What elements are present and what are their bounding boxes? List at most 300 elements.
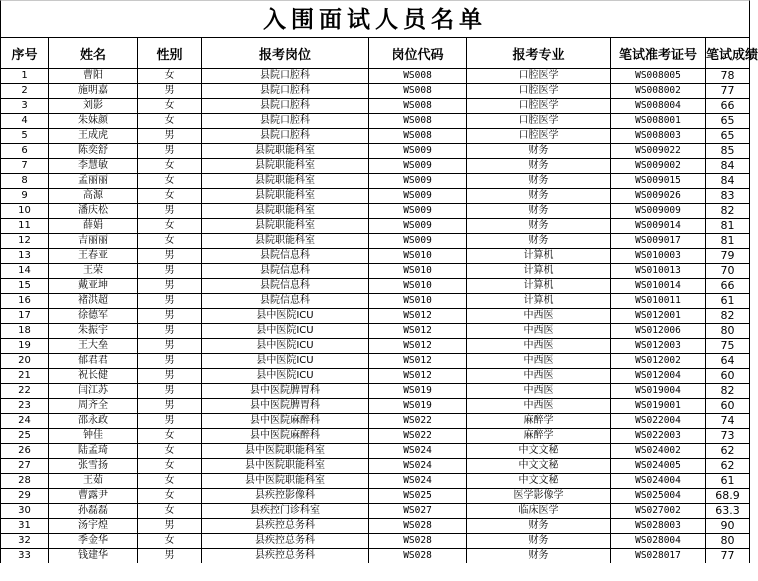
- position-cell[interactable]: 县疾控总务科: [202, 534, 369, 549]
- index-cell[interactable]: 13: [1, 249, 49, 264]
- position-cell[interactable]: 县院信息科: [202, 249, 369, 264]
- position-code-cell[interactable]: WS024: [369, 474, 467, 489]
- position-cell[interactable]: 县中医院麻醉科: [202, 429, 369, 444]
- major-cell[interactable]: 财务: [467, 189, 611, 204]
- position-cell[interactable]: 县院信息科: [202, 264, 369, 279]
- exam-id-cell[interactable]: WS010013: [611, 264, 706, 279]
- position-code-cell[interactable]: WS019: [369, 384, 467, 399]
- score-cell[interactable]: 75: [706, 339, 750, 354]
- gender-cell[interactable]: 男: [138, 309, 202, 324]
- index-cell[interactable]: 2: [1, 84, 49, 99]
- name-cell[interactable]: 施明嘉: [49, 84, 138, 99]
- position-code-cell[interactable]: WS022: [369, 429, 467, 444]
- position-code-cell[interactable]: WS009: [369, 159, 467, 174]
- name-cell[interactable]: 陈奕舒: [49, 144, 138, 159]
- name-cell[interactable]: 王荣: [49, 264, 138, 279]
- position-code-cell[interactable]: WS012: [369, 354, 467, 369]
- position-code-cell[interactable]: WS024: [369, 459, 467, 474]
- header-cell-index: 序号: [1, 38, 49, 69]
- position-code-cell[interactable]: WS010: [369, 294, 467, 309]
- name-cell[interactable]: 闫江苏: [49, 384, 138, 399]
- major-cell[interactable]: 财务: [467, 174, 611, 189]
- gender-cell[interactable]: 女: [138, 174, 202, 189]
- gender-cell[interactable]: 女: [138, 189, 202, 204]
- exam-id-cell[interactable]: WS009022: [611, 144, 706, 159]
- position-code-cell[interactable]: WS008: [369, 99, 467, 114]
- position-cell[interactable]: 县院职能科室: [202, 234, 369, 249]
- table-row: [1, 384, 750, 399]
- major-cell[interactable]: 中西医: [467, 369, 611, 384]
- index-cell[interactable]: 17: [1, 309, 49, 324]
- gender-cell[interactable]: 男: [138, 339, 202, 354]
- gender-cell[interactable]: 男: [138, 519, 202, 534]
- major-cell[interactable]: 医学影像学: [467, 489, 611, 504]
- exam-id-cell[interactable]: WS009014: [611, 219, 706, 234]
- exam-id-cell[interactable]: WS009009: [611, 204, 706, 219]
- gender-cell[interactable]: 男: [138, 369, 202, 384]
- gender-cell[interactable]: 女: [138, 534, 202, 549]
- position-code-cell[interactable]: WS019: [369, 399, 467, 414]
- name-cell[interactable]: 陆孟琦: [49, 444, 138, 459]
- gender-cell[interactable]: 女: [138, 159, 202, 174]
- gender-cell[interactable]: 女: [138, 504, 202, 519]
- gender-cell[interactable]: 女: [138, 219, 202, 234]
- gender-cell[interactable]: 男: [138, 129, 202, 144]
- name-cell[interactable]: 褚洪超: [49, 294, 138, 309]
- candidate-table: [0, 37, 758, 563]
- position-cell[interactable]: 县院口腔科: [202, 84, 369, 99]
- position-code-cell[interactable]: WS028: [369, 549, 467, 564]
- position-cell[interactable]: 县中医院职能科室: [202, 459, 369, 474]
- gender-cell[interactable]: 男: [138, 249, 202, 264]
- position-cell[interactable]: 县院口腔科: [202, 69, 369, 84]
- gender-cell[interactable]: 男: [138, 204, 202, 219]
- index-cell[interactable]: 1: [1, 69, 49, 84]
- major-cell[interactable]: 中文文秘: [467, 474, 611, 489]
- table-row: [1, 159, 750, 174]
- gender-cell[interactable]: 男: [138, 84, 202, 99]
- exam-id-cell[interactable]: WS009026: [611, 189, 706, 204]
- position-cell[interactable]: 县院职能科室: [202, 219, 369, 234]
- position-code-cell[interactable]: WS009: [369, 144, 467, 159]
- gender-cell[interactable]: 女: [138, 489, 202, 504]
- score-cell[interactable]: 66: [706, 99, 750, 114]
- index-cell[interactable]: 18: [1, 324, 49, 339]
- index-cell[interactable]: 24: [1, 414, 49, 429]
- major-cell[interactable]: 口腔医学: [467, 129, 611, 144]
- table-row: [1, 534, 750, 549]
- table-row: [1, 204, 750, 219]
- index-cell[interactable]: 31: [1, 519, 49, 534]
- position-code-cell[interactable]: WS008: [369, 114, 467, 129]
- name-cell[interactable]: 汤宇煌: [49, 519, 138, 534]
- position-code-cell[interactable]: WS009: [369, 234, 467, 249]
- score-cell[interactable]: 82: [706, 204, 750, 219]
- table-row: [1, 354, 750, 369]
- score-cell[interactable]: 90: [706, 519, 750, 534]
- position-code-cell[interactable]: WS009: [369, 219, 467, 234]
- index-cell[interactable]: 20: [1, 354, 49, 369]
- index-cell[interactable]: 28: [1, 474, 49, 489]
- major-cell[interactable]: 口腔医学: [467, 84, 611, 99]
- name-cell[interactable]: 王茹: [49, 474, 138, 489]
- position-cell[interactable]: 县院口腔科: [202, 114, 369, 129]
- name-cell[interactable]: 郁君君: [49, 354, 138, 369]
- major-cell[interactable]: 计算机: [467, 264, 611, 279]
- score-cell[interactable]: 77: [706, 549, 750, 564]
- exam-id-cell[interactable]: WS012002: [611, 354, 706, 369]
- exam-id-cell[interactable]: WS008001: [611, 114, 706, 129]
- name-cell[interactable]: 李慧敏: [49, 159, 138, 174]
- table-row: [1, 144, 750, 159]
- name-cell[interactable]: 刘影: [49, 99, 138, 114]
- exam-id-cell[interactable]: WS028004: [611, 534, 706, 549]
- major-cell[interactable]: 口腔医学: [467, 69, 611, 84]
- position-cell[interactable]: 县中医院脾胃科: [202, 384, 369, 399]
- score-cell[interactable]: 62: [706, 459, 750, 474]
- exam-id-cell[interactable]: WS010014: [611, 279, 706, 294]
- index-cell[interactable]: 33: [1, 549, 49, 564]
- major-cell[interactable]: 财务: [467, 534, 611, 549]
- major-cell[interactable]: 财务: [467, 204, 611, 219]
- score-cell[interactable]: 60: [706, 399, 750, 414]
- major-cell[interactable]: 中西医: [467, 399, 611, 414]
- index-cell[interactable]: 9: [1, 189, 49, 204]
- table-row: [1, 549, 750, 564]
- major-cell[interactable]: 计算机: [467, 279, 611, 294]
- gender-cell[interactable]: 女: [138, 69, 202, 84]
- gender-cell[interactable]: 男: [138, 384, 202, 399]
- position-cell[interactable]: 县中医院职能科室: [202, 444, 369, 459]
- index-cell[interactable]: 5: [1, 129, 49, 144]
- index-cell[interactable]: 27: [1, 459, 49, 474]
- gender-cell[interactable]: 男: [138, 399, 202, 414]
- major-cell[interactable]: 临床医学: [467, 504, 611, 519]
- score-cell[interactable]: 65: [706, 129, 750, 144]
- index-cell[interactable]: 11: [1, 219, 49, 234]
- name-cell[interactable]: 曹露尹: [49, 489, 138, 504]
- header-cell-exam-id: 笔试准考证号: [611, 38, 706, 69]
- gender-cell[interactable]: 男: [138, 294, 202, 309]
- table-row: [1, 459, 750, 474]
- exam-id-cell[interactable]: WS019001: [611, 399, 706, 414]
- gender-cell[interactable]: 女: [138, 114, 202, 129]
- position-code-cell[interactable]: WS012: [369, 324, 467, 339]
- table-row: [1, 324, 750, 339]
- position-code-cell[interactable]: WS012: [369, 309, 467, 324]
- index-cell[interactable]: 4: [1, 114, 49, 129]
- position-cell[interactable]: 县院信息科: [202, 279, 369, 294]
- major-cell[interactable]: 财务: [467, 144, 611, 159]
- score-cell[interactable]: 61: [706, 474, 750, 489]
- score-cell[interactable]: 61: [706, 294, 750, 309]
- gender-cell[interactable]: 男: [138, 324, 202, 339]
- score-cell[interactable]: 62: [706, 444, 750, 459]
- major-cell[interactable]: 财务: [467, 219, 611, 234]
- gender-cell[interactable]: 男: [138, 354, 202, 369]
- index-cell[interactable]: 22: [1, 384, 49, 399]
- name-cell[interactable]: 王成虎: [49, 129, 138, 144]
- score-cell[interactable]: 80: [706, 534, 750, 549]
- score-cell[interactable]: 65: [706, 114, 750, 129]
- name-cell[interactable]: 钟佳: [49, 429, 138, 444]
- position-cell[interactable]: 县疾控总务科: [202, 519, 369, 534]
- major-cell[interactable]: 财务: [467, 549, 611, 564]
- position-cell[interactable]: 县中医院ICU: [202, 309, 369, 324]
- position-code-cell[interactable]: WS012: [369, 369, 467, 384]
- index-cell[interactable]: 3: [1, 99, 49, 114]
- position-cell[interactable]: 县中医院ICU: [202, 369, 369, 384]
- name-cell[interactable]: 王春亚: [49, 249, 138, 264]
- score-cell[interactable]: 84: [706, 159, 750, 174]
- position-cell[interactable]: 县中医院ICU: [202, 339, 369, 354]
- name-cell[interactable]: 戴亚坤: [49, 279, 138, 294]
- gender-cell[interactable]: 女: [138, 234, 202, 249]
- table-row: [1, 414, 750, 429]
- gender-cell[interactable]: 女: [138, 429, 202, 444]
- exam-id-cell[interactable]: WS010003: [611, 249, 706, 264]
- score-cell[interactable]: 63.3: [706, 504, 750, 519]
- table-row: [1, 339, 750, 354]
- table-row: [1, 174, 750, 189]
- position-code-cell[interactable]: WS010: [369, 279, 467, 294]
- exam-id-cell[interactable]: WS024005: [611, 459, 706, 474]
- position-code-cell[interactable]: WS009: [369, 204, 467, 219]
- exam-id-cell[interactable]: WS024002: [611, 444, 706, 459]
- name-cell[interactable]: 周齐全: [49, 399, 138, 414]
- position-cell[interactable]: 县疾控总务科: [202, 549, 369, 564]
- score-cell[interactable]: 83: [706, 189, 750, 204]
- major-cell[interactable]: 计算机: [467, 294, 611, 309]
- position-cell[interactable]: 县院职能科室: [202, 204, 369, 219]
- table-row: [1, 489, 750, 504]
- index-cell[interactable]: 32: [1, 534, 49, 549]
- major-cell[interactable]: 财务: [467, 159, 611, 174]
- index-cell[interactable]: 12: [1, 234, 49, 249]
- page-title: 入围面试人员名单: [0, 0, 750, 37]
- score-cell[interactable]: 74: [706, 414, 750, 429]
- position-code-cell[interactable]: WS012: [369, 339, 467, 354]
- header-cell-score: 笔试成绩: [706, 38, 750, 69]
- exam-id-cell[interactable]: WS009015: [611, 174, 706, 189]
- score-cell[interactable]: 66: [706, 279, 750, 294]
- position-cell[interactable]: 县中医院脾胃科: [202, 399, 369, 414]
- position-code-cell[interactable]: WS010: [369, 249, 467, 264]
- header-cell-position-code: 岗位代码: [369, 38, 467, 69]
- score-cell[interactable]: 81: [706, 219, 750, 234]
- index-cell[interactable]: 15: [1, 279, 49, 294]
- exam-id-cell[interactable]: WS012001: [611, 309, 706, 324]
- gender-cell[interactable]: 男: [138, 144, 202, 159]
- index-cell[interactable]: 26: [1, 444, 49, 459]
- position-code-cell[interactable]: WS009: [369, 189, 467, 204]
- major-cell[interactable]: 中西医: [467, 324, 611, 339]
- exam-id-cell[interactable]: WS024004: [611, 474, 706, 489]
- position-code-cell[interactable]: WS008: [369, 84, 467, 99]
- gender-cell[interactable]: 女: [138, 99, 202, 114]
- major-cell[interactable]: 中文文秘: [467, 444, 611, 459]
- index-cell[interactable]: 21: [1, 369, 49, 384]
- name-cell[interactable]: 季金华: [49, 534, 138, 549]
- table-row: [1, 429, 750, 444]
- exam-id-cell[interactable]: WS012006: [611, 324, 706, 339]
- score-cell[interactable]: 77: [706, 84, 750, 99]
- gender-cell[interactable]: 男: [138, 549, 202, 564]
- name-cell[interactable]: 孟丽丽: [49, 174, 138, 189]
- position-code-cell[interactable]: WS008: [369, 69, 467, 84]
- table-row: [1, 309, 750, 324]
- major-cell[interactable]: 口腔医学: [467, 99, 611, 114]
- score-cell[interactable]: 82: [706, 384, 750, 399]
- score-cell[interactable]: 68.9: [706, 489, 750, 504]
- table-row: [1, 474, 750, 489]
- exam-id-cell[interactable]: WS012004: [611, 369, 706, 384]
- position-cell[interactable]: 县疾控门诊科室: [202, 504, 369, 519]
- name-cell[interactable]: 潘庆松: [49, 204, 138, 219]
- gender-cell[interactable]: 女: [138, 459, 202, 474]
- index-cell[interactable]: 16: [1, 294, 49, 309]
- position-cell[interactable]: 县院职能科室: [202, 189, 369, 204]
- table-row: [1, 114, 750, 129]
- position-cell[interactable]: 县疾控影像科: [202, 489, 369, 504]
- position-cell[interactable]: 县院信息科: [202, 294, 369, 309]
- position-code-cell[interactable]: WS010: [369, 264, 467, 279]
- score-cell[interactable]: 82: [706, 309, 750, 324]
- table-row: [1, 294, 750, 309]
- exam-id-cell[interactable]: WS008003: [611, 129, 706, 144]
- name-cell[interactable]: 曹阳: [49, 69, 138, 84]
- position-cell[interactable]: 县中医院ICU: [202, 324, 369, 339]
- position-code-cell[interactable]: WS009: [369, 174, 467, 189]
- name-cell[interactable]: 张雪扬: [49, 459, 138, 474]
- index-cell[interactable]: 30: [1, 504, 49, 519]
- score-cell[interactable]: 60: [706, 369, 750, 384]
- table-row: [1, 504, 750, 519]
- exam-id-cell[interactable]: WS027002: [611, 504, 706, 519]
- position-code-cell[interactable]: WS024: [369, 444, 467, 459]
- table-row: [1, 189, 750, 204]
- exam-id-cell[interactable]: WS012003: [611, 339, 706, 354]
- position-code-cell[interactable]: WS028: [369, 519, 467, 534]
- name-cell[interactable]: 薛娟: [49, 219, 138, 234]
- index-cell[interactable]: 23: [1, 399, 49, 414]
- name-cell[interactable]: 朱振宇: [49, 324, 138, 339]
- exam-id-cell[interactable]: WS022004: [611, 414, 706, 429]
- table-row: [1, 249, 750, 264]
- table-row: [1, 99, 750, 114]
- table-row: [1, 369, 750, 384]
- exam-id-cell[interactable]: WS022003: [611, 429, 706, 444]
- position-cell[interactable]: 县院职能科室: [202, 159, 369, 174]
- score-cell[interactable]: 81: [706, 234, 750, 249]
- table-body: [1, 69, 750, 564]
- name-cell[interactable]: 朱妹颜: [49, 114, 138, 129]
- name-cell[interactable]: 高源: [49, 189, 138, 204]
- name-cell[interactable]: 祝长健: [49, 369, 138, 384]
- name-cell[interactable]: 徐德军: [49, 309, 138, 324]
- name-cell[interactable]: 孙磊磊: [49, 504, 138, 519]
- table-row: [1, 69, 750, 84]
- index-cell[interactable]: 29: [1, 489, 49, 504]
- position-code-cell[interactable]: WS008: [369, 129, 467, 144]
- major-cell[interactable]: 中文文秘: [467, 459, 611, 474]
- exam-id-cell[interactable]: WS019004: [611, 384, 706, 399]
- position-cell[interactable]: 县中医院职能科室: [202, 474, 369, 489]
- position-code-cell[interactable]: WS022: [369, 414, 467, 429]
- major-cell[interactable]: 口腔医学: [467, 114, 611, 129]
- major-cell[interactable]: 中西医: [467, 339, 611, 354]
- score-cell[interactable]: 78: [706, 69, 750, 84]
- exam-id-cell[interactable]: WS009002: [611, 159, 706, 174]
- score-cell[interactable]: 70: [706, 264, 750, 279]
- index-cell[interactable]: 7: [1, 159, 49, 174]
- score-cell[interactable]: 64: [706, 354, 750, 369]
- major-cell[interactable]: 中西医: [467, 384, 611, 399]
- index-cell[interactable]: 14: [1, 264, 49, 279]
- position-cell[interactable]: 县院职能科室: [202, 174, 369, 189]
- position-cell[interactable]: 县中医院ICU: [202, 354, 369, 369]
- name-cell[interactable]: 钱建华: [49, 549, 138, 564]
- position-cell[interactable]: 县院口腔科: [202, 99, 369, 114]
- index-cell[interactable]: 19: [1, 339, 49, 354]
- position-cell[interactable]: 县中医院麻醉科: [202, 414, 369, 429]
- exam-id-cell[interactable]: WS008004: [611, 99, 706, 114]
- exam-id-cell[interactable]: WS025004: [611, 489, 706, 504]
- major-cell[interactable]: 中西医: [467, 354, 611, 369]
- position-cell[interactable]: 县院职能科室: [202, 144, 369, 159]
- gender-cell[interactable]: 男: [138, 279, 202, 294]
- exam-id-cell[interactable]: WS028003: [611, 519, 706, 534]
- score-cell[interactable]: 73: [706, 429, 750, 444]
- header-row: [1, 38, 750, 69]
- major-cell[interactable]: 麻醉学: [467, 429, 611, 444]
- position-code-cell[interactable]: WS025: [369, 489, 467, 504]
- exam-id-cell[interactable]: WS008002: [611, 84, 706, 99]
- exam-id-cell[interactable]: WS008005: [611, 69, 706, 84]
- position-cell[interactable]: 县院口腔科: [202, 129, 369, 144]
- index-cell[interactable]: 10: [1, 204, 49, 219]
- score-cell[interactable]: 84: [706, 174, 750, 189]
- exam-id-cell[interactable]: WS028017: [611, 549, 706, 564]
- gender-cell[interactable]: 男: [138, 264, 202, 279]
- header-cell-gender: 性别: [138, 38, 202, 69]
- major-cell[interactable]: 计算机: [467, 249, 611, 264]
- index-cell[interactable]: 8: [1, 174, 49, 189]
- gender-cell[interactable]: 男: [138, 414, 202, 429]
- major-cell[interactable]: 财务: [467, 234, 611, 249]
- index-cell[interactable]: 6: [1, 144, 49, 159]
- score-cell[interactable]: 85: [706, 144, 750, 159]
- position-code-cell[interactable]: WS027: [369, 504, 467, 519]
- name-cell[interactable]: 王大垒: [49, 339, 138, 354]
- score-cell[interactable]: 80: [706, 324, 750, 339]
- name-cell[interactable]: 邵永政: [49, 414, 138, 429]
- table-row: [1, 444, 750, 459]
- score-cell[interactable]: 79: [706, 249, 750, 264]
- exam-id-cell[interactable]: WS010011: [611, 294, 706, 309]
- exam-id-cell[interactable]: WS009017: [611, 234, 706, 249]
- major-cell[interactable]: 麻醉学: [467, 414, 611, 429]
- table-row: [1, 519, 750, 534]
- name-cell[interactable]: 吉丽丽: [49, 234, 138, 249]
- major-cell[interactable]: 中西医: [467, 309, 611, 324]
- major-cell[interactable]: 财务: [467, 519, 611, 534]
- gender-cell[interactable]: 女: [138, 444, 202, 459]
- position-code-cell[interactable]: WS028: [369, 534, 467, 549]
- index-cell[interactable]: 25: [1, 429, 49, 444]
- table-row: [1, 279, 750, 294]
- gender-cell[interactable]: 女: [138, 474, 202, 489]
